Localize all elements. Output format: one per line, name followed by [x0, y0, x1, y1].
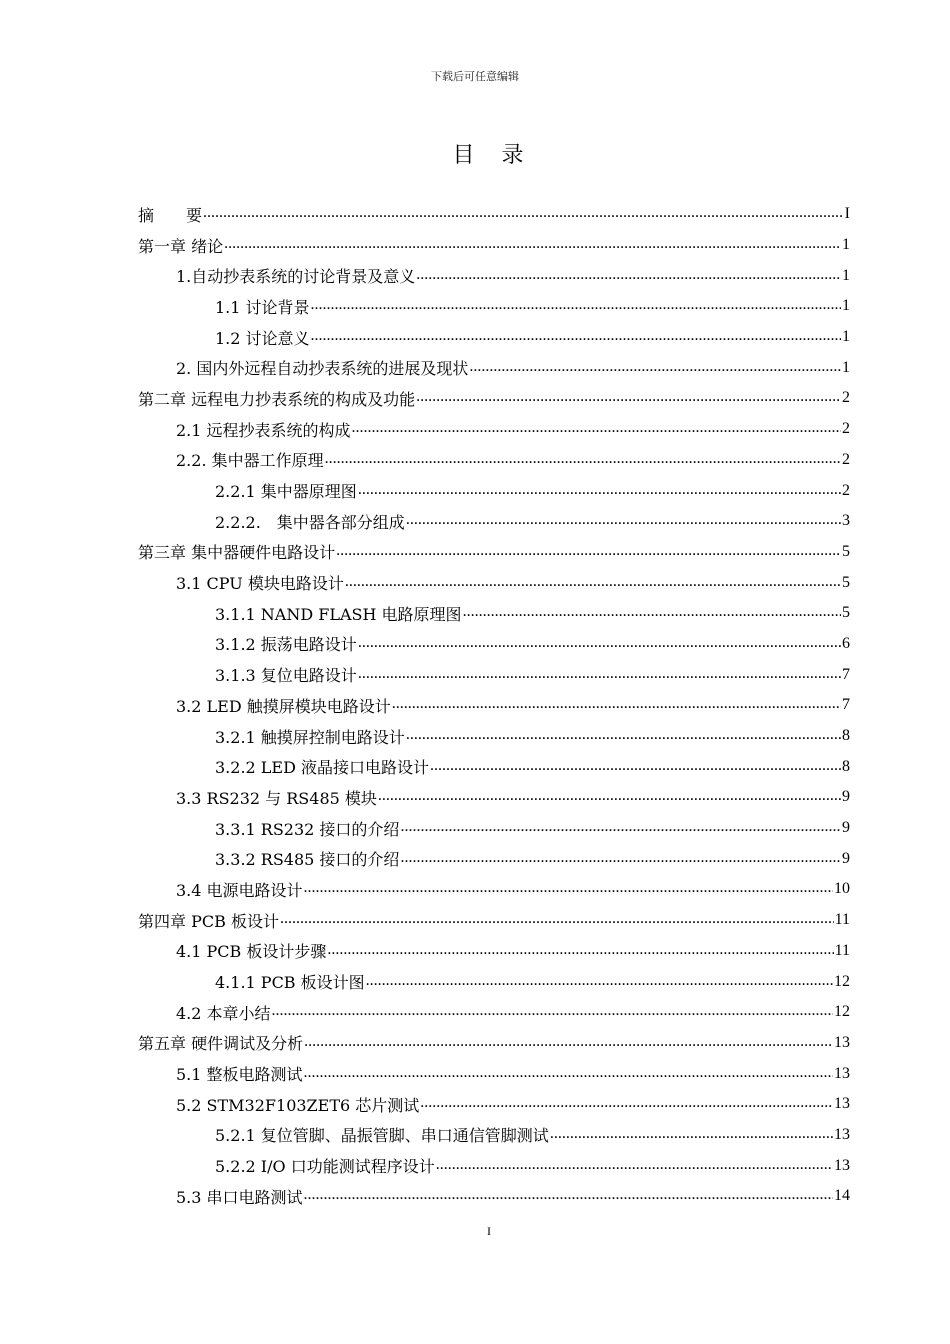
toc-dot-leader: [436, 1156, 833, 1174]
toc-dot-leader: [400, 849, 841, 867]
toc-entry[interactable]: [138, 721, 850, 752]
toc-dot-leader: [420, 1094, 833, 1112]
toc-dot-leader: [392, 695, 841, 713]
toc-entry-page: 5: [842, 542, 850, 560]
toc-entry-page: 7: [842, 696, 850, 714]
toc-entry[interactable]: [138, 291, 850, 322]
toc-dot-leader: [406, 726, 841, 744]
toc-dot-leader: [304, 879, 833, 897]
toc-entry-page: 13: [834, 1156, 850, 1174]
toc-dot-leader: [304, 1033, 833, 1051]
toc-dot-leader: [406, 511, 841, 529]
toc-entry-title: 1.2 讨论意义: [215, 328, 310, 348]
toc-entry[interactable]: [138, 782, 850, 813]
toc-entry-title: 5.3 串口电路测试: [176, 1187, 303, 1207]
toc-entry[interactable]: [138, 874, 850, 905]
toc-entry-page: 1: [842, 358, 850, 376]
toc-entry-title: 4.1.1 PCB 板设计图: [215, 973, 365, 993]
toc-dot-leader: [327, 941, 833, 959]
toc-entry-page: 2: [842, 420, 850, 438]
toc-entry-page: 2: [842, 481, 850, 499]
toc-entry[interactable]: [138, 1089, 850, 1120]
toc-entry[interactable]: [138, 813, 850, 844]
toc-entry-page: 9: [842, 849, 850, 867]
toc-entry[interactable]: [138, 352, 850, 383]
toc-dot-leader: [469, 358, 841, 376]
toc-dot-leader: [358, 481, 841, 499]
toc-entry-page: 1: [842, 297, 850, 315]
toc-entry-page: 13: [834, 1095, 850, 1113]
table-of-contents: [138, 199, 850, 1212]
toc-dot-leader: [336, 542, 841, 560]
toc-entry-page: 13: [834, 1125, 850, 1143]
toc-entry-title: 3.3.1 RS232 接口的介绍: [215, 819, 400, 839]
toc-entry-title: 1.1 讨论背景: [215, 297, 310, 317]
toc-dot-leader: [304, 1186, 833, 1204]
toc-dot-leader: [280, 910, 834, 928]
toc-entry[interactable]: [138, 199, 850, 230]
toc-entry-title: 摘 要: [138, 205, 203, 225]
toc-entry-page: 12: [834, 1003, 850, 1021]
toc-dot-leader: [304, 1064, 833, 1082]
toc-entry[interactable]: [138, 966, 850, 997]
toc-entry-page: 5: [842, 604, 850, 622]
toc-dot-leader: [416, 388, 841, 406]
toc-dot-leader: [311, 296, 841, 314]
toc-entry[interactable]: [138, 843, 850, 874]
toc-entry[interactable]: [138, 567, 850, 598]
toc-entry-title: 5.2.2 I/O 口功能测试程序设计: [215, 1157, 435, 1177]
toc-entry-title: 4.1 PCB 板设计步骤: [176, 942, 327, 962]
toc-entry-title: 3.2.1 触摸屏控制电路设计: [215, 727, 405, 747]
toc-entry[interactable]: [138, 1058, 850, 1089]
toc-entry-page: 8: [842, 757, 850, 775]
toc-entry-page: 13: [834, 1033, 850, 1051]
toc-entry-title: 3.1.2 振荡电路设计: [215, 635, 357, 655]
toc-entry-title: 5.2 STM32F103ZET6 芯片测试: [176, 1095, 420, 1115]
toc-entry-title: 3.1 CPU 模块电路设计: [176, 574, 344, 594]
toc-dot-leader: [311, 327, 841, 345]
toc-entry[interactable]: [138, 445, 850, 476]
toc-dot-leader: [378, 787, 841, 805]
toc-dot-leader: [416, 266, 841, 284]
toc-entry-title: 3.1.3 复位电路设计: [215, 666, 357, 686]
toc-entry-title: 第五章 硬件调试及分析: [138, 1034, 304, 1054]
toc-entry-title: 3.2 LED 触摸屏模块电路设计: [176, 696, 391, 716]
toc-entry[interactable]: [138, 537, 850, 568]
toc-entry-title: 2.2.2. 集中器各部分组成: [215, 512, 405, 532]
toc-entry[interactable]: [138, 690, 850, 721]
toc-entry-page: 5: [842, 573, 850, 591]
toc-entry-page: 14: [834, 1187, 850, 1205]
toc-entry[interactable]: [138, 905, 850, 936]
toc-entry-page: 8: [842, 727, 850, 745]
toc-dot-leader: [463, 603, 841, 621]
toc-entry-page: 11: [834, 911, 850, 929]
toc-entry-title: 2.1 远程抄表系统的构成: [176, 420, 351, 440]
toc-entry[interactable]: [138, 629, 850, 660]
toc-entry[interactable]: [138, 414, 850, 445]
toc-entry-title: 3.2.2 LED 液晶接口电路设计: [215, 758, 430, 778]
toc-entry-page: 1: [842, 328, 850, 346]
toc-entry[interactable]: [138, 260, 850, 291]
toc-entry-title: 5.1 整板电路测试: [176, 1065, 303, 1085]
toc-dot-leader: [203, 204, 844, 222]
toc-entry-page: 12: [834, 972, 850, 990]
toc-entry[interactable]: [138, 751, 850, 782]
toc-entry-page: 1: [842, 266, 850, 284]
toc-entry-title: 2. 国内外远程自动抄表系统的进展及现状: [176, 359, 469, 379]
toc-dot-leader: [358, 665, 841, 683]
toc-entry-title: 5.2.1 复位管脚、晶振管脚、串口通信管脚测试: [215, 1126, 549, 1146]
toc-dot-leader: [345, 573, 841, 591]
toc-entry[interactable]: [138, 322, 850, 353]
toc-dot-leader: [325, 450, 841, 468]
toc-entry-page: 2: [842, 450, 850, 468]
toc-entry[interactable]: [138, 1150, 850, 1181]
toc-entry-title: 第二章 远程电力抄表系统的构成及功能: [138, 389, 416, 409]
toc-entry-title: 2.2. 集中器工作原理: [176, 451, 324, 471]
toc-dot-leader: [358, 634, 841, 652]
toc-entry-page: 11: [834, 941, 850, 959]
toc-entry-page: 9: [842, 819, 850, 837]
toc-entry-page: I: [844, 205, 850, 223]
toc-entry-title: 1.自动抄表系统的讨论背景及意义: [176, 267, 416, 287]
toc-entry-page: 2: [842, 389, 850, 407]
toc-entry[interactable]: [138, 475, 850, 506]
page-header-note: 下载后可任意编辑: [431, 70, 519, 83]
toc-dot-leader: [272, 1002, 833, 1020]
toc-entry-title: 第三章 集中器硬件电路设计: [138, 543, 336, 563]
toc-entry-page: 1: [842, 236, 850, 254]
toc-entry[interactable]: [138, 506, 850, 537]
toc-entry[interactable]: [138, 936, 850, 967]
toc-entry-page: 6: [842, 634, 850, 652]
toc-entry[interactable]: [138, 598, 850, 629]
toc-entry-page: 9: [842, 788, 850, 806]
toc-entry[interactable]: [138, 1028, 850, 1059]
toc-entry-page: 7: [842, 665, 850, 683]
toc-entry[interactable]: [138, 383, 850, 414]
toc-entry-title: 第一章 绪论: [138, 236, 224, 256]
toc-dot-leader: [352, 419, 841, 437]
toc-entry-title: 3.3.2 RS485 接口的介绍: [215, 850, 400, 870]
toc-dot-leader: [430, 757, 841, 775]
toc-entry-page: 13: [834, 1064, 850, 1082]
toc-entry-title: 第四章 PCB 板设计: [138, 911, 279, 931]
toc-entry-title: 3.3 RS232 与 RS485 模块: [176, 788, 377, 808]
toc-dot-leader: [400, 818, 841, 836]
toc-entry[interactable]: [138, 997, 850, 1028]
toc-dot-leader: [550, 1125, 833, 1143]
toc-entry-title: 3.4 电源电路设计: [176, 880, 303, 900]
toc-entry-page: 10: [834, 880, 850, 898]
toc-entry[interactable]: [138, 659, 850, 690]
page-number-footer: I: [487, 1224, 491, 1238]
toc-entry-page: 3: [842, 512, 850, 530]
toc-entry[interactable]: [138, 230, 850, 261]
toc-heading: 目 录: [452, 143, 534, 168]
toc-dot-leader: [366, 972, 833, 990]
toc-entry[interactable]: [138, 1120, 850, 1151]
toc-dot-leader: [224, 235, 841, 253]
toc-entry[interactable]: [138, 1181, 850, 1212]
toc-entry-title: 2.2.1 集中器原理图: [215, 482, 357, 502]
toc-entry-title: 3.1.1 NAND FLASH 电路原理图: [215, 604, 462, 624]
toc-entry-title: 4.2 本章小结: [176, 1003, 271, 1023]
